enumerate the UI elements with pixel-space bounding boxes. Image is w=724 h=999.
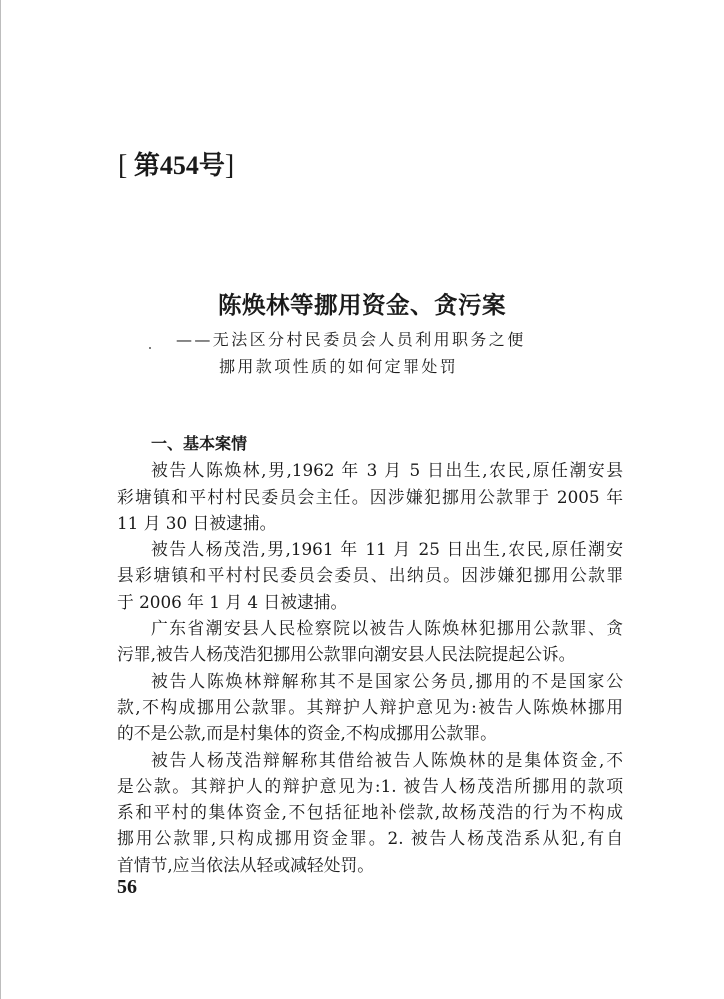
text-line: 挪用公款罪,只构成挪用资金罪。2. 被告人杨茂浩系从犯,有自 <box>117 828 623 849</box>
page-number: 56 <box>117 876 137 898</box>
text-line: 县彩塘镇和平村村民委员会委员、出纳员。因涉嫌犯挪用公款罪 <box>117 565 623 586</box>
paragraph <box>117 747 623 878</box>
paragraph <box>117 668 623 747</box>
text-line: 彩塘镇和平村村民委员会主任。因涉嫌犯挪用公款罪于 2005 年 <box>117 486 623 507</box>
text-line: 被告人陈焕林,男,1962 年 3 月 5 日出生,农民,原任潮安县 <box>151 460 623 481</box>
text-line: 款,不构成挪用公款罪。其辩护人辩护意见为:被告人陈焕林挪用 <box>117 696 623 717</box>
text-line: 首情节,应当依法从轻或减轻处罚。 <box>117 854 375 875</box>
body-text <box>117 431 623 878</box>
close-bracket: ] <box>224 150 235 181</box>
paragraph <box>117 536 623 615</box>
text-line: 于 2006 年 1 月 4 日被逮捕。 <box>117 591 348 612</box>
scan-speck <box>149 347 151 349</box>
text-line: 被告人陈焕林辩解称其不是国家公务员,挪用的不是国家公 <box>151 670 623 691</box>
case-number <box>118 145 234 182</box>
text-line: 被告人杨茂浩,男,1961 年 11 月 25 日出生,农民,原任潮安 <box>151 539 623 560</box>
page-edge-border <box>0 0 1 999</box>
case-subtitle <box>176 326 526 380</box>
section-heading: 一、基本案情 <box>151 434 248 453</box>
text-line: 是公款。其辩护人的辩护意见为:1. 被告人杨茂浩所挪用的款项 <box>117 775 623 796</box>
text-line: 污罪,被告人杨茂浩犯挪用公款罪向潮安县人民法院提起公诉。 <box>117 644 576 665</box>
paragraph <box>117 615 623 668</box>
subtitle-line: ——无法区分村民委员会人员利用职务之便 <box>176 330 526 349</box>
case-title: 陈焕林等挪用资金、贪污案 <box>218 291 506 319</box>
text-line: 被告人杨茂浩辩解称其借给被告人陈焕林的是集体资金,不 <box>151 749 623 770</box>
text-line: 广东省潮安县人民检察院以被告人陈焕林犯挪用公款罪、贪 <box>151 618 623 639</box>
open-bracket: [ <box>118 150 128 181</box>
case-number-text: 第454号 <box>133 151 225 180</box>
text-line: 11 月 30 日被逮捕。 <box>117 512 277 533</box>
subtitle-line: 挪用款项性质的如何定罪处罚 <box>219 357 459 376</box>
text-line: 系和平村的集体资金,不包括征地补偿款,故杨茂浩的行为不构成 <box>117 802 623 823</box>
paragraph <box>117 457 623 536</box>
text-line: 的不是公款,而是村集体的资金,不构成挪用公款罪。 <box>117 723 497 744</box>
